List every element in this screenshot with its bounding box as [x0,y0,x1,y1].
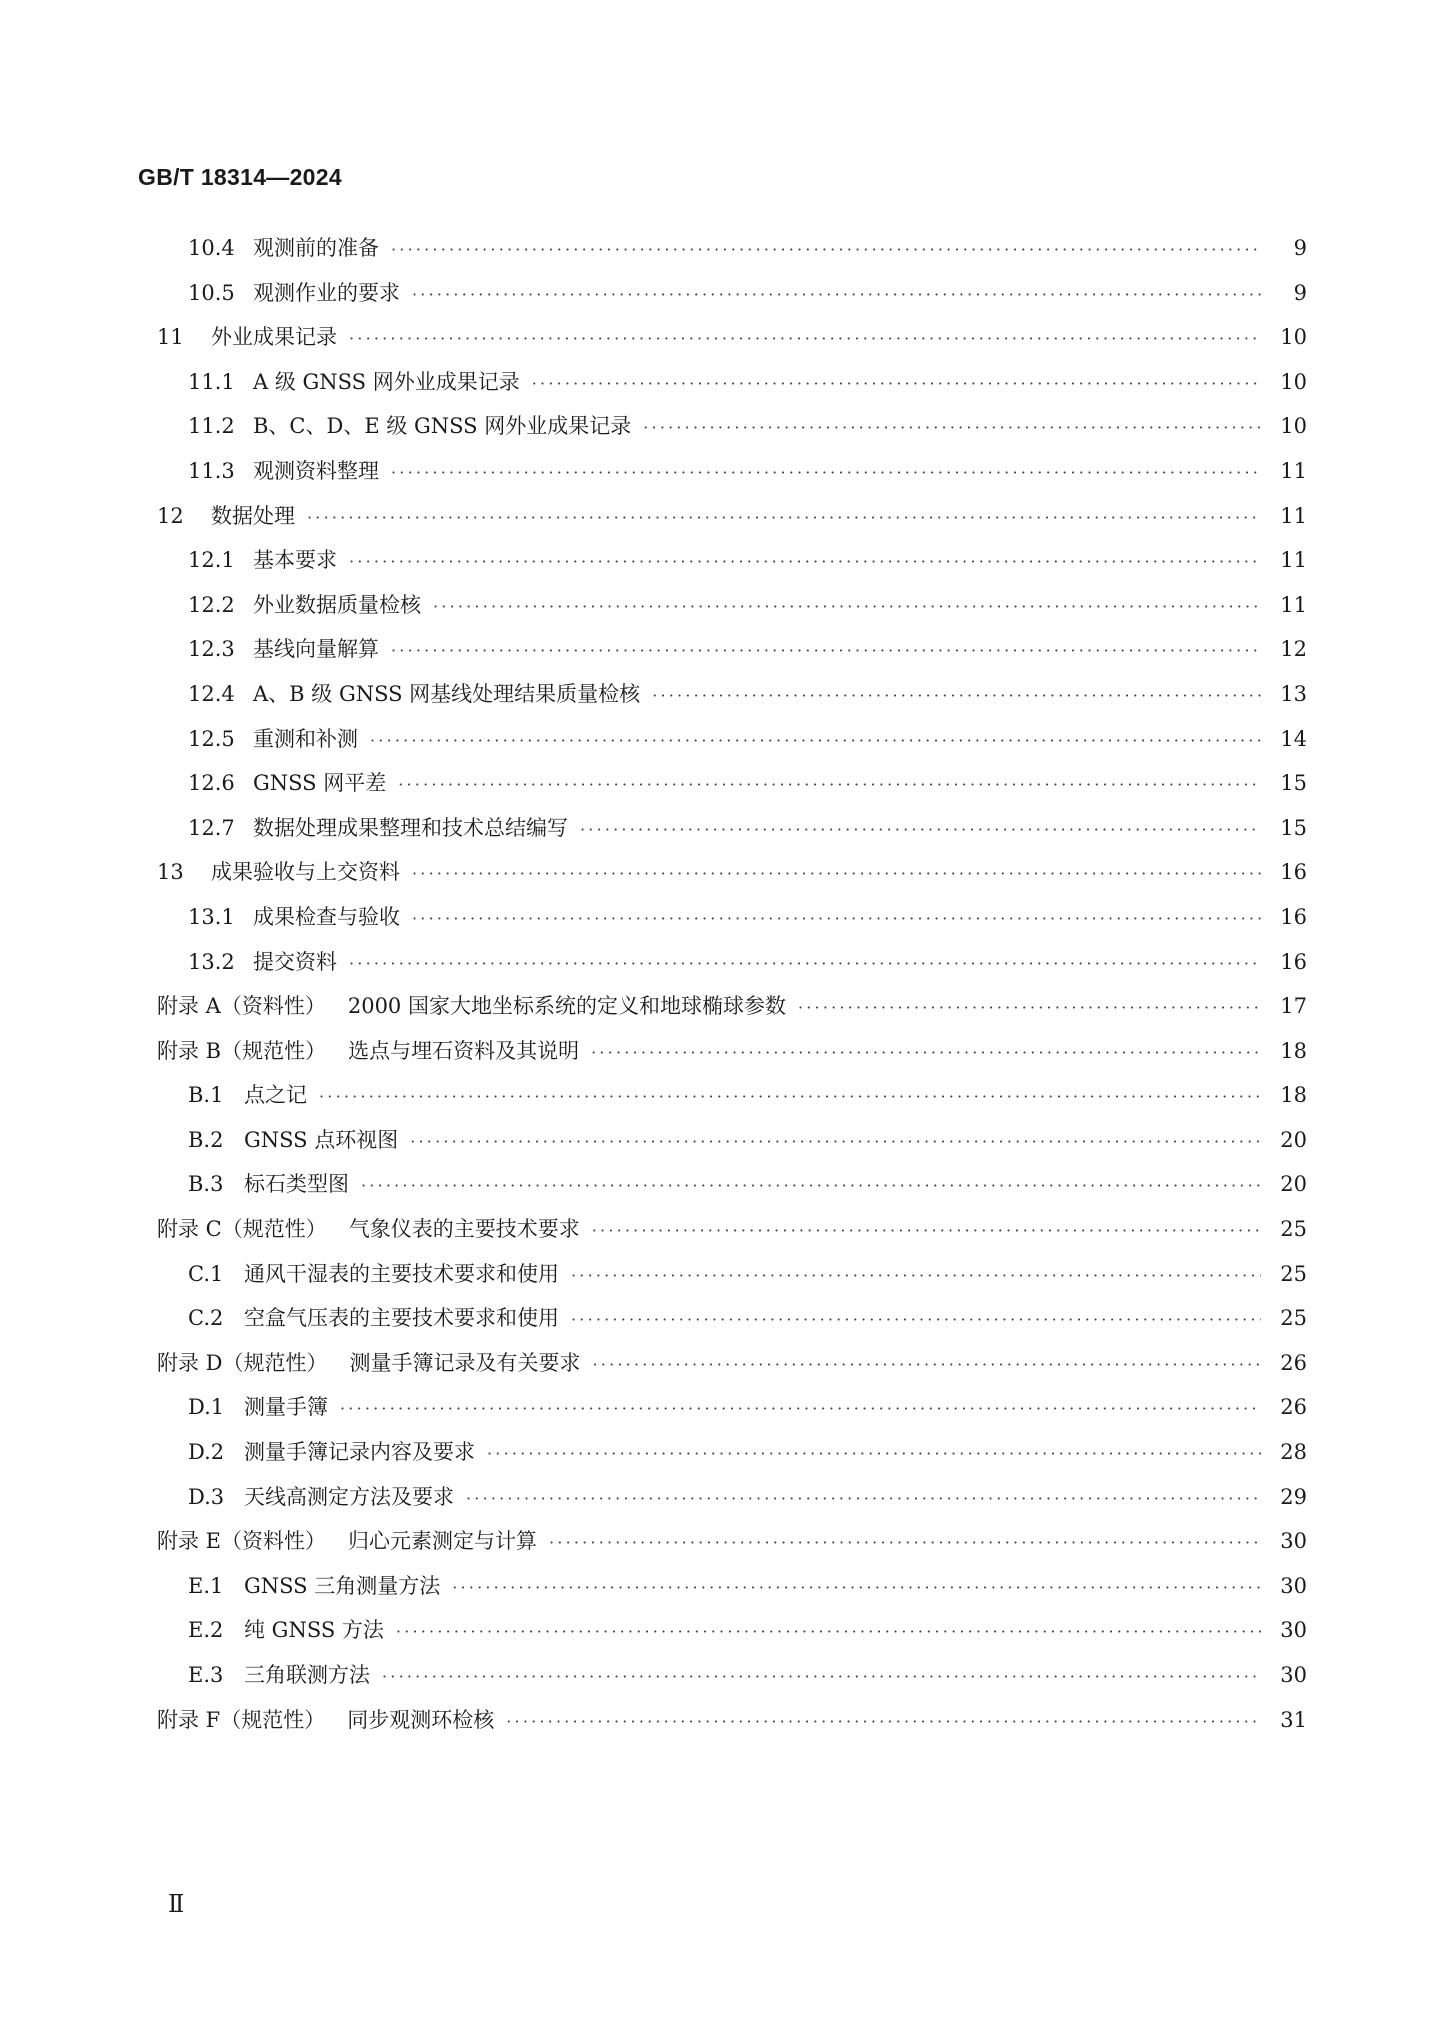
toc-entry-number: 附录 A（资料性） [157,994,326,1019]
toc-entry-title: 外业数据质量检核 [253,592,421,617]
toc-entry-number: 12.4 [188,681,235,706]
toc-entry[interactable] [157,366,1307,411]
toc-entry-page: 16 [1280,904,1307,929]
toc-entry-title: 三角联测方法 [244,1663,370,1687]
toc-dot-leader [307,508,1261,527]
toc-entry-page: 11 [1280,503,1307,528]
toc-entry-number: 12.5 [188,726,235,751]
toc-entry-page: 16 [1280,860,1307,885]
toc-entry-title: GNSS 网平差 [253,771,387,796]
toc-entry[interactable] [157,321,1307,366]
standard-number: GB/T 18314—2024 [138,164,342,190]
toc-entry-page: 28 [1280,1440,1307,1465]
toc-entry-number: C.2 [188,1306,224,1331]
toc-entry-number: 11.3 [188,458,235,483]
toc-entry-page: 25 [1280,1261,1307,1286]
toc-entry-number: 11 [157,325,184,350]
toc-entry-title: 测量手簿 [244,1395,328,1420]
toc-entry[interactable] [157,1704,1307,1749]
toc-entry-number: 附录 C（规范性） [157,1217,327,1242]
toc-entry-page: 10 [1280,325,1307,350]
toc-entry-number: D.1 [188,1395,225,1420]
toc-dot-leader [652,686,1261,705]
toc-entry-page: 10 [1280,414,1307,439]
toc-entry-number: E.1 [188,1573,224,1598]
toc-entry-number: 12.1 [188,548,235,573]
toc-entry-number: 10.4 [188,236,235,260]
toc-entry-page: 12 [1280,637,1307,662]
toc-entry-number: E.3 [188,1663,224,1687]
toc-dot-leader [571,1310,1261,1329]
toc-entry-number: E.2 [188,1618,224,1643]
toc-entry-title: 标石类型图 [244,1172,349,1197]
toc-entry-title: 基线向量解算 [253,637,379,662]
toc-entry-page: 26 [1280,1395,1307,1420]
toc-entry-title: 测量手簿记录内容及要求 [244,1440,475,1465]
toc-entry-page: 13 [1280,681,1307,706]
toc-entry-page: 30 [1280,1618,1307,1643]
toc-entry-number: 12 [157,503,184,528]
toc-dot-leader [391,240,1261,259]
toc-entry-page: 26 [1280,1350,1307,1375]
toc-entry-page: 10 [1280,369,1307,394]
toc-entry-title: 纯 GNSS 方法 [244,1618,384,1643]
toc-entry[interactable] [157,1035,1307,1080]
toc-dot-leader [412,909,1261,928]
toc-dot-leader [506,1712,1261,1731]
toc-entry-title: 成果验收与上交资料 [211,860,400,885]
toc-dot-leader [433,597,1261,616]
toc-entry-title: 天线高测定方法及要求 [244,1484,454,1509]
toc-entry[interactable] [157,1124,1307,1169]
toc-dot-leader [319,1087,1261,1106]
toc-dot-leader [643,418,1261,437]
toc-entry-number: 13 [157,860,184,885]
toc-entry-number: B.2 [188,1127,224,1152]
toc-entry[interactable] [157,1436,1307,1481]
toc-entry[interactable] [157,1079,1307,1124]
toc-dot-leader [398,775,1261,794]
toc-entry-title: 点之记 [244,1083,307,1108]
toc-dot-leader [487,1444,1261,1463]
toc-dot-leader [798,998,1261,1017]
toc-entry-number: D.2 [188,1440,225,1465]
toc-entry-title: 重测和补测 [253,726,358,751]
toc-dot-leader [593,1355,1261,1374]
toc-entry-page: 16 [1280,949,1307,974]
toc-entry-title: A 级 GNSS 网外业成果记录 [253,369,520,394]
toc-entry-title: 数据处理成果整理和技术总结编写 [253,815,568,840]
toc-entry-number: B.3 [188,1172,224,1197]
toc-dot-leader [349,954,1261,973]
toc-entry[interactable] [157,812,1307,857]
toc-entry-page: 17 [1280,994,1307,1019]
toc-entry-number: 11.2 [188,414,235,439]
toc-entry[interactable] [157,946,1307,991]
toc-dot-leader [391,641,1261,660]
toc-entry[interactable] [157,589,1307,634]
toc-entry-number: 12.6 [188,771,235,796]
toc-entry-number: C.1 [188,1261,224,1286]
toc-entry-page: 31 [1280,1707,1307,1732]
toc-entry-page: 25 [1280,1217,1307,1242]
toc-dot-leader [391,463,1261,482]
toc-dot-leader [580,820,1261,839]
toc-dot-leader [532,374,1261,393]
toc-entry[interactable] [157,1347,1307,1392]
toc-entry-title: 气象仪表的主要技术要求 [348,1217,580,1242]
toc-entry-number: 附录 D（规范性） [157,1350,328,1375]
toc-dot-leader [549,1533,1261,1552]
toc-entry-title: 观测作业的要求 [253,280,400,305]
toc-entry-number: 10.5 [188,280,235,305]
toc-entry-page: 20 [1280,1172,1307,1197]
toc-entry-title: 归心元素测定与计算 [348,1529,538,1554]
toc-entry-number: 13.1 [188,904,235,929]
toc-entry[interactable] [157,500,1307,545]
toc-dot-leader [382,1667,1261,1686]
toc-entry-title: 通风干湿表的主要技术要求和使用 [244,1261,559,1286]
toc-entry-page: 9 [1293,236,1307,260]
toc-entry-number: 13.2 [188,949,235,974]
toc-entry-number: 12.3 [188,637,235,662]
toc-entry-page: 15 [1280,771,1307,796]
toc-entry[interactable] [157,232,1307,277]
toc-entry-title: 选点与埋石资料及其说明 [348,1038,580,1063]
toc-entry-title: 数据处理 [211,503,295,528]
toc-dot-leader [412,285,1261,304]
toc-entry[interactable] [157,1525,1307,1570]
toc-dot-leader [571,1266,1261,1285]
toc-entry-title: 测量手簿记录及有关要求 [349,1350,581,1375]
toc-entry-title: GNSS 三角测量方法 [244,1573,441,1598]
toc-dot-leader [340,1399,1261,1418]
toc-dot-leader [592,1221,1261,1240]
toc-entry-title: B、C、D、E 级 GNSS 网外业成果记录 [253,414,632,439]
toc-entry-title: 观测前的准备 [253,236,379,260]
toc-entry[interactable] [157,455,1307,500]
toc-entry-page: 11 [1280,458,1307,483]
toc-entry[interactable] [157,678,1307,723]
toc-entry[interactable] [157,990,1307,1035]
toc-entry-page: 9 [1293,280,1307,305]
toc-entry-number: 附录 F（规范性） [157,1707,326,1732]
toc-entry[interactable] [157,1614,1307,1659]
toc-entry-page: 15 [1280,815,1307,840]
page-number: Ⅱ [168,1890,185,1918]
toc-entry-number: B.1 [188,1083,224,1108]
toc-entry-page: 30 [1280,1529,1307,1554]
toc-entry-title: 外业成果记录 [211,325,337,350]
toc-entry-title: 2000 国家大地坐标系统的定义和地球椭球参数 [347,994,786,1019]
toc-entry-page: 20 [1280,1127,1307,1152]
toc-entry-page: 18 [1280,1038,1307,1063]
toc-entry-title: 观测资料整理 [253,458,379,483]
toc-dot-leader [466,1489,1261,1508]
toc-dot-leader [412,864,1261,883]
toc-dot-leader [452,1578,1261,1597]
toc-entry-title: 空盒气压表的主要技术要求和使用 [244,1306,559,1331]
toc-dot-leader [396,1622,1261,1641]
toc-entry[interactable] [157,633,1307,678]
toc-dot-leader [361,1176,1261,1195]
toc-dot-leader [349,329,1261,348]
toc-entry-number: 12.7 [188,815,235,840]
toc-entry-page: 30 [1280,1573,1307,1598]
toc-entry[interactable] [157,1258,1307,1303]
toc-entry[interactable] [157,1302,1307,1347]
toc-entry-title: 提交资料 [253,949,337,974]
toc-entry-page: 14 [1280,726,1307,751]
toc-entry-title: 基本要求 [253,548,337,573]
toc-entry[interactable] [157,723,1307,768]
toc-entry-title: A、B 级 GNSS 网基线处理结果质量检核 [253,681,641,706]
toc-entry-page: 30 [1280,1663,1307,1687]
toc-entry-title: 同步观测环检核 [347,1707,495,1732]
toc-entry-number: 12.2 [188,592,235,617]
toc-entry-number: 11.1 [188,369,235,394]
toc-entry[interactable] [157,1570,1307,1615]
toc-entry-number: D.3 [188,1484,225,1509]
toc-entry-title: GNSS 点环视图 [244,1127,399,1152]
toc-dot-leader [410,1132,1261,1151]
table-of-contents [157,232,1307,1748]
toc-entry-page: 18 [1280,1083,1307,1108]
toc-entry[interactable] [157,1391,1307,1436]
toc-entry[interactable] [157,901,1307,946]
toc-entry-number: 附录 B（规范性） [157,1038,327,1063]
toc-entry[interactable] [157,767,1307,812]
toc-entry[interactable] [157,856,1307,901]
toc-entry-page: 11 [1280,548,1307,573]
toc-entry-page: 11 [1280,592,1307,617]
toc-entry-number: 附录 E（资料性） [157,1529,327,1554]
toc-entry[interactable] [157,1659,1307,1704]
toc-dot-leader [370,731,1261,750]
toc-entry[interactable] [157,1168,1307,1213]
toc-entry[interactable] [157,1481,1307,1526]
toc-dot-leader [349,552,1261,571]
toc-entry[interactable] [157,277,1307,322]
toc-dot-leader [591,1043,1261,1062]
toc-entry-page: 25 [1280,1306,1307,1331]
toc-entry[interactable] [157,1213,1307,1258]
toc-entry-page: 29 [1280,1484,1307,1509]
toc-entry[interactable] [157,544,1307,589]
toc-entry[interactable] [157,410,1307,455]
toc-entry-title: 成果检查与验收 [253,904,400,929]
